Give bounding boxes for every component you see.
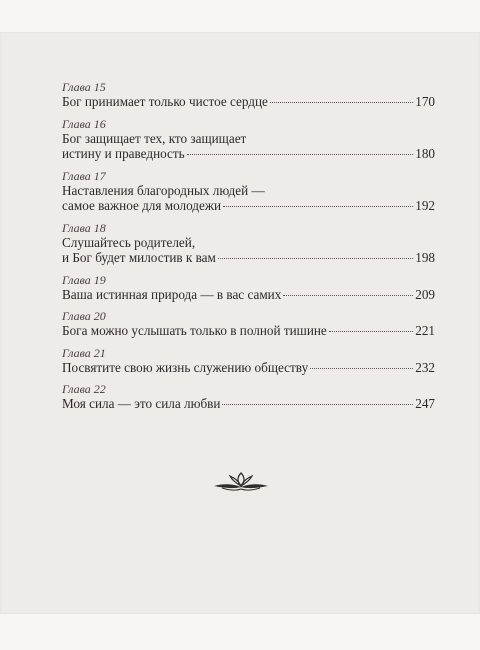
page-number: 221 [415, 323, 435, 338]
entry-title: Моя сила — это сила любви [62, 396, 221, 411]
chapter-label: Глава 16 [62, 116, 106, 131]
book-page [0, 32, 480, 614]
entry-title: и Бог будет милостив к вам [62, 250, 216, 265]
toc-entry-22 [62, 383, 435, 412]
toc-entry-17 [62, 170, 435, 214]
dot-leader [187, 154, 414, 155]
chapter-label: Глава 19 [62, 272, 106, 287]
table-of-contents [62, 81, 435, 420]
dot-leader [329, 331, 413, 332]
page-number: 170 [415, 94, 435, 109]
toc-entry-21 [62, 347, 435, 376]
toc-entry-16 [62, 118, 435, 162]
dot-leader [270, 102, 413, 103]
entry-title: Посвятите свою жизнь служению обществу [62, 359, 309, 375]
page-number: 232 [415, 359, 435, 375]
page-number: 198 [415, 250, 435, 265]
chapter-label: Глава 21 [62, 345, 106, 360]
toc-entry-19 [62, 274, 435, 303]
entry-title: Бога можно услышать только в полной тишине [62, 323, 327, 338]
entry-title: Ваша истинная природа — в вас самих [62, 286, 282, 302]
chapter-label: Глава 18 [62, 220, 106, 235]
dot-leader [310, 368, 413, 369]
chapter-label: Глава 17 [62, 168, 106, 183]
page-number: 180 [415, 146, 435, 161]
toc-entry-15 [62, 81, 435, 110]
dot-leader [218, 258, 413, 259]
dot-leader [283, 295, 413, 296]
toc-entry-20 [62, 310, 435, 339]
dot-leader [222, 404, 413, 405]
entry-title-line: Слушайтесь родителей, [62, 234, 196, 250]
entry-title-line: Наставления благородных людей — [62, 182, 265, 198]
entry-title: истину и праведность [62, 146, 185, 161]
page-number: 247 [415, 396, 435, 411]
page-number: 209 [415, 286, 435, 302]
entry-title: Бог принимает только чистое сердце [62, 94, 268, 109]
chapter-label: Глава 22 [62, 382, 106, 396]
dot-leader [223, 206, 413, 207]
entry-title-line: Бог защищает тех, кто защищает [62, 130, 247, 146]
toc-entry-18 [62, 222, 435, 266]
page-number: 192 [415, 198, 435, 213]
lotus-ornament-icon [212, 470, 270, 492]
entry-title: самое важное для молодежи [62, 198, 222, 213]
chapter-label: Глава 15 [62, 80, 106, 94]
chapter-label: Глава 20 [62, 309, 106, 323]
